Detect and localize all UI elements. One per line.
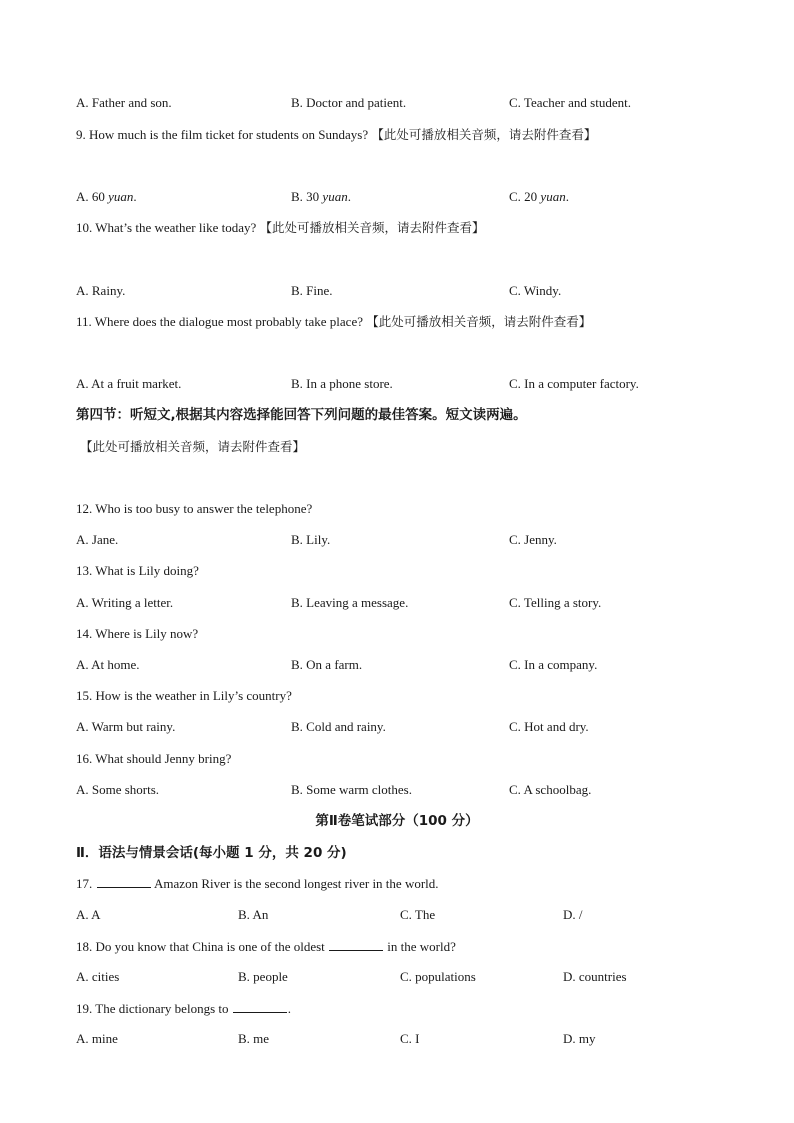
q17-question: 17. Amazon River is the second longest river in the world. — [76, 876, 439, 891]
q17-option-a: A. A — [76, 907, 101, 922]
q12-option-b: B. Lily. — [291, 532, 331, 547]
answer-blank — [329, 938, 383, 951]
q15-question: 15. How is the weather in Lily’s country? — [76, 688, 292, 703]
q17-option-c: C. The — [400, 907, 436, 922]
q9-text: 9. How much is the film ticket for students on Sundays? — [76, 127, 372, 142]
q19-option-b: B. me — [238, 1031, 270, 1046]
q10-text: 10. What’s the weather like today? — [76, 220, 260, 235]
q10-option-a: A. Rainy. — [76, 283, 126, 298]
q18-option-d: D. countries — [563, 969, 627, 984]
q16-option-c: C. A schoolbag. — [509, 782, 592, 797]
q18-option-a: A. cities — [76, 969, 120, 984]
q12-option-c: C. Jenny. — [509, 532, 557, 547]
q12-option-a: A. Jane. — [76, 532, 119, 547]
q9-question — [76, 127, 596, 143]
q10-audio-note: 【此处可播放相关音频，请去附件查看】 — [259, 220, 485, 235]
q19-question: 19. The dictionary belongs to . — [76, 1001, 291, 1016]
answer-blank — [97, 875, 151, 888]
q13-option-a: A. Writing a letter. — [76, 595, 174, 610]
q9-option-a: A. 60 yuan. — [76, 189, 137, 204]
q9-option-b: B. 30 yuan. — [291, 189, 351, 204]
q11-option-b: B. In a phone store. — [291, 376, 393, 391]
q8-option-a: A. Father and son. — [76, 95, 172, 110]
q15-option-c: C. Hot and dry. — [509, 719, 589, 734]
q11-option-a: A. At a fruit market. — [76, 376, 182, 391]
q16-option-a: A. Some shorts. — [76, 782, 160, 797]
q18-question: 18. Do you know that China is one of the oldest in the world? — [76, 939, 456, 954]
part2-title: 第Ⅱ卷笔试部分（100 分） — [315, 813, 479, 829]
q11-text: 11. Where does the dialogue most probably take place? — [76, 314, 367, 329]
q15-option-a: A. Warm but rainy. — [76, 719, 176, 734]
q12-question: 12. Who is too busy to answer the telephone? — [76, 501, 313, 516]
q10-option-c: C. Windy. — [509, 283, 562, 298]
q17-option-d: D. / — [563, 907, 583, 922]
q13-question: 13. What is Lily doing? — [76, 563, 199, 578]
q14-option-c: C. In a company. — [509, 657, 598, 672]
q15-option-b: B. Cold and rainy. — [291, 719, 386, 734]
q16-question: 16. What should Jenny bring? — [76, 751, 232, 766]
q19-option-c: C. I — [400, 1031, 420, 1046]
section4-title: 第四节：听短文,根据其内容选择能回答下列问题的最佳答案。短文读两遍。 — [76, 407, 527, 423]
section4-audio-note: 【此处可播放相关音频，请去附件查看】 — [80, 439, 306, 454]
q11-question — [76, 314, 591, 330]
q8-option-b: B. Doctor and patient. — [291, 95, 407, 110]
q11-audio-note: 【此处可播放相关音频，请去附件查看】 — [366, 314, 592, 329]
q11-option-c: C. In a computer factory. — [509, 376, 639, 391]
q9-option-c: C. 20 yuan. — [509, 189, 569, 204]
q13-option-b: B. Leaving a message. — [291, 595, 409, 610]
q14-option-a: A. At home. — [76, 657, 140, 672]
q10-option-b: B. Fine. — [291, 283, 333, 298]
q8-option-c: C. Teacher and student. — [509, 95, 631, 110]
q16-option-b: B. Some warm clothes. — [291, 782, 412, 797]
q17-option-b: B. An — [238, 907, 269, 922]
q14-question: 14. Where is Lily now? — [76, 626, 199, 641]
q18-option-c: C. populations — [400, 969, 476, 984]
section2-title: Ⅱ．语法与情景会话(每小题 1 分，共 20 分) — [76, 845, 347, 861]
q18-option-b: B. people — [238, 969, 288, 984]
q19-option-a: A. mine — [76, 1031, 118, 1046]
q19-option-d: D. my — [563, 1031, 596, 1046]
q13-option-c: C. Telling a story. — [509, 595, 602, 610]
q9-audio-note: 【此处可播放相关音频，请去附件查看】 — [371, 127, 597, 142]
q14-option-b: B. On a farm. — [291, 657, 363, 672]
q10-question — [76, 220, 485, 236]
answer-blank — [233, 1000, 287, 1013]
